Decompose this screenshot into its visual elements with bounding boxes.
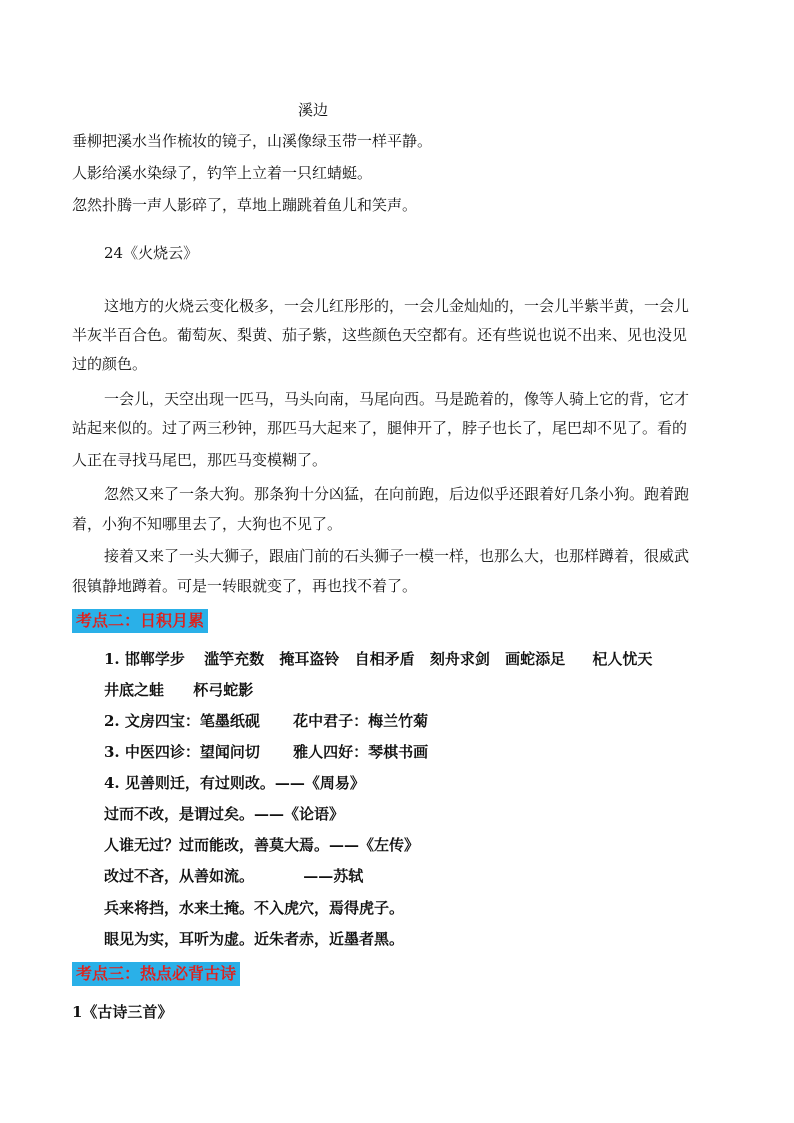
lesson-text-line: 过的颜色。 — [72, 355, 148, 373]
list-item-text: 3. 中医四诊：望闻问切 — [104, 743, 260, 761]
lesson-text-line: 半灰半百合色。葡萄灰、梨黄、茄子紫，这些颜色天空都有。还有些说也说不出来、见也没见 — [72, 326, 688, 344]
quote-line: 兵来将挡，水来土掩。不入虎穴，焉得虎子。 — [104, 899, 405, 917]
quote-line: 眼见为实，耳听为虚。近朱者赤，近墨者黑。 — [104, 930, 405, 948]
lesson-text-line: 这地方的火烧云变化极多，一会儿红彤彤的，一会儿金灿灿的，一会儿半紫半黄，一会儿 — [104, 297, 690, 315]
list-item-text: 2. 文房四宝：笔墨纸砚 — [104, 712, 260, 730]
quote-text: 改过不吝，从善如流。 — [104, 867, 255, 885]
poem-title: 溪边 — [298, 101, 329, 119]
lesson-text-line: 一会儿，天空出现一匹马，马头向南，马尾向西。马是跪着的，像等人骑上它的背，它才 — [104, 390, 690, 408]
poem-collection-title: 1《古诗三首》 — [72, 1003, 173, 1021]
idioms-line-2 — [104, 680, 253, 700]
idiom: 井底之蛙 — [104, 681, 165, 699]
list-item-3 — [104, 742, 428, 762]
section-heading: 考点二：日积月累 — [72, 609, 208, 633]
poem-line-1: 垂柳把溪水当作梳妆的镜子，山溪像绿玉带一样平静。 — [72, 132, 433, 150]
quote-line: 过而不改，是谓过矣。——《论语》 — [104, 805, 345, 823]
list-item-text: 花中君子：梅兰竹菊 — [293, 712, 429, 730]
idiom: 杞人忧天 — [592, 650, 653, 668]
idioms-line-1 — [104, 649, 652, 669]
lesson-text-line: 忽然又来了一条大狗。那条狗十分凶猛，在向前跑，后边似乎还跟着好几条小狗。跑着跑 — [104, 485, 690, 503]
poem-line-3: 忽然扑腾一声人影碎了，草地上蹦跳着鱼儿和笑声。 — [72, 196, 418, 214]
idiom: 刻舟求剑 — [429, 650, 490, 668]
idiom: 自相矛盾 — [354, 650, 415, 668]
section-heading: 考点三：热点必背古诗 — [72, 962, 240, 986]
lesson-text-line: 人正在寻找马尾巴，那匹马变模糊了。 — [72, 451, 328, 469]
quote-author: ——苏轼 — [303, 867, 364, 885]
lesson-title: 24《火烧云》 — [104, 244, 199, 262]
lesson-text-line: 着，小狗不知哪里去了，大狗也不见了。 — [72, 515, 343, 533]
list-item-text: 雅人四好：琴棋书画 — [293, 743, 429, 761]
quote-line — [104, 866, 363, 886]
list-item-4: 4. 见善则迁，有过则改。——《周易》 — [104, 774, 365, 792]
idiom: 1. 邯郸学步 — [104, 650, 185, 668]
lesson-text-line: 接着又来了一头大狮子，跟庙门前的石头狮子一模一样，也那么大，也那样蹲着，很威武 — [104, 547, 690, 565]
poem-line-2: 人影给溪水染绿了，钓竿上立着一只红蜻蜓。 — [72, 164, 373, 182]
idiom: 滥竽充数 — [204, 650, 265, 668]
lesson-text-line: 很镇静地蹲着。可是一转眼就变了，再也找不着了。 — [72, 577, 418, 595]
idiom: 掩耳盗铃 — [279, 650, 340, 668]
lesson-text-line: 站起来似的。过了两三秒钟，那匹马大起来了，腿伸开了，脖子也长了，尾巴却不见了。看的 — [72, 419, 688, 437]
list-item-2 — [104, 711, 428, 731]
quote-line: 人谁无过？过而能改，善莫大焉。——《左传》 — [104, 836, 420, 854]
idiom: 画蛇添足 — [505, 650, 566, 668]
idiom: 杯弓蛇影 — [193, 681, 254, 699]
